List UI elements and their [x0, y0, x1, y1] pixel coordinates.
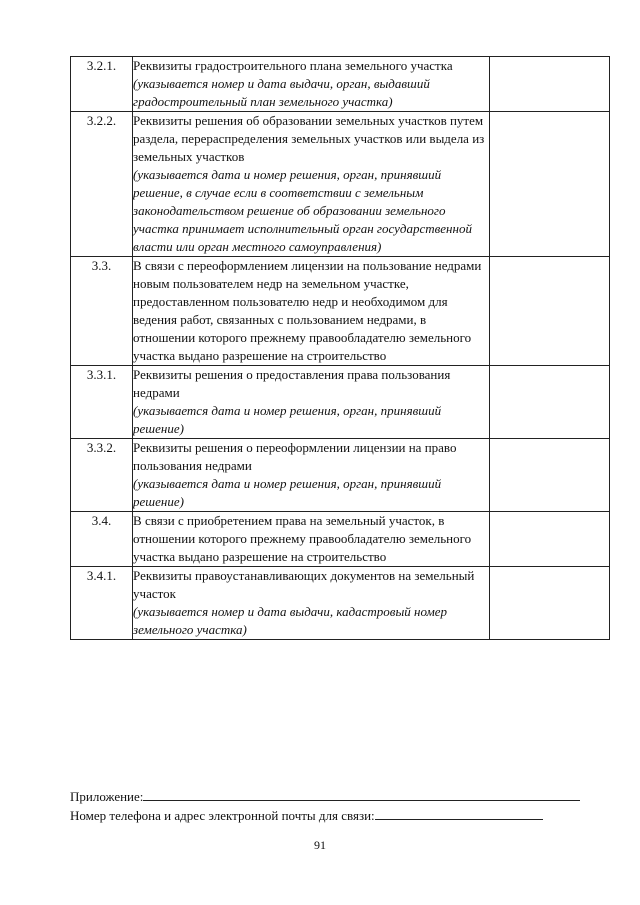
row-number: 3.3. — [71, 257, 133, 366]
application-table — [70, 56, 610, 640]
attachment-label: Приложение: — [70, 789, 144, 804]
row-hint: (указывается дата и номер решения, орган, принявший решение, в случае если в соответствии с земельным законодательством решение об образовании земельного участка принимает исполнительный орган государственной власти или орган местного самоуправления) — [133, 167, 472, 254]
value-cell[interactable] — [489, 112, 609, 257]
value-cell[interactable] — [489, 439, 609, 512]
row-hint: (указывается номер и дата выдачи, орган, выдавший градостроительный план земельного участка) — [133, 76, 430, 109]
row-number: 3.2.2. — [71, 112, 133, 257]
value-cell[interactable] — [489, 567, 609, 640]
row-number: 3.4.1. — [71, 567, 133, 640]
row-number: 3.3.2. — [71, 439, 133, 512]
row-text: Реквизиты правоустанавливающих документов на земельный участок — [133, 568, 475, 601]
row-text: Реквизиты решения об образовании земельных участков путем раздела, перераспределения земельных участков или выдела из земельных участков — [133, 113, 485, 164]
table-row — [71, 567, 610, 640]
table-row — [71, 366, 610, 439]
row-text: Реквизиты решения о переоформлении лицензии на право пользования недрами — [133, 440, 457, 473]
value-cell[interactable] — [489, 512, 609, 567]
contact-blank[interactable] — [375, 805, 543, 820]
contact-line — [70, 805, 543, 825]
row-text: Реквизиты градостроительного плана земельного участка — [133, 58, 453, 73]
attachment-blank[interactable] — [143, 786, 580, 801]
table-row — [71, 439, 610, 512]
row-text: Реквизиты решения о предоставления права пользования недрами — [133, 367, 451, 400]
row-description — [133, 439, 490, 512]
table-row — [71, 257, 610, 366]
table-row — [71, 57, 610, 112]
table-row — [71, 512, 610, 567]
table-row — [71, 112, 610, 257]
row-text: В связи с переоформлением лицензии на пользование недрами новым пользователем недр на земельном участке, предоставленном пользователю недр и необходимом для ведения работ, связанных с пользованием недрами, в отношении которого прежнему правообладателю земельного участка выдано разрешение на строительство — [133, 258, 482, 363]
value-cell[interactable] — [489, 366, 609, 439]
value-cell[interactable] — [489, 57, 609, 112]
row-number: 3.2.1. — [71, 57, 133, 112]
row-description — [133, 567, 490, 640]
contact-label: Номер телефона и адрес электронной почты для связи: — [70, 808, 375, 823]
row-description — [133, 512, 490, 567]
row-hint: (указывается номер и дата выдачи, кадастровый номер земельного участка) — [133, 604, 448, 637]
row-description — [133, 257, 490, 366]
row-hint: (указывается дата и номер решения, орган, принявший решение) — [133, 476, 442, 509]
row-description — [133, 366, 490, 439]
row-description — [133, 112, 490, 257]
row-number: 3.4. — [71, 512, 133, 567]
row-description — [133, 57, 490, 112]
page-number: 91 — [314, 838, 326, 852]
row-number: 3.3.1. — [71, 366, 133, 439]
attachment-line — [70, 786, 580, 806]
value-cell[interactable] — [489, 257, 609, 366]
row-text: В связи с приобретением права на земельный участок, в отношении которого прежнему правообладателю земельного участка выдано разрешение на строительство — [133, 513, 472, 564]
row-hint: (указывается дата и номер решения, орган, принявший решение) — [133, 403, 442, 436]
